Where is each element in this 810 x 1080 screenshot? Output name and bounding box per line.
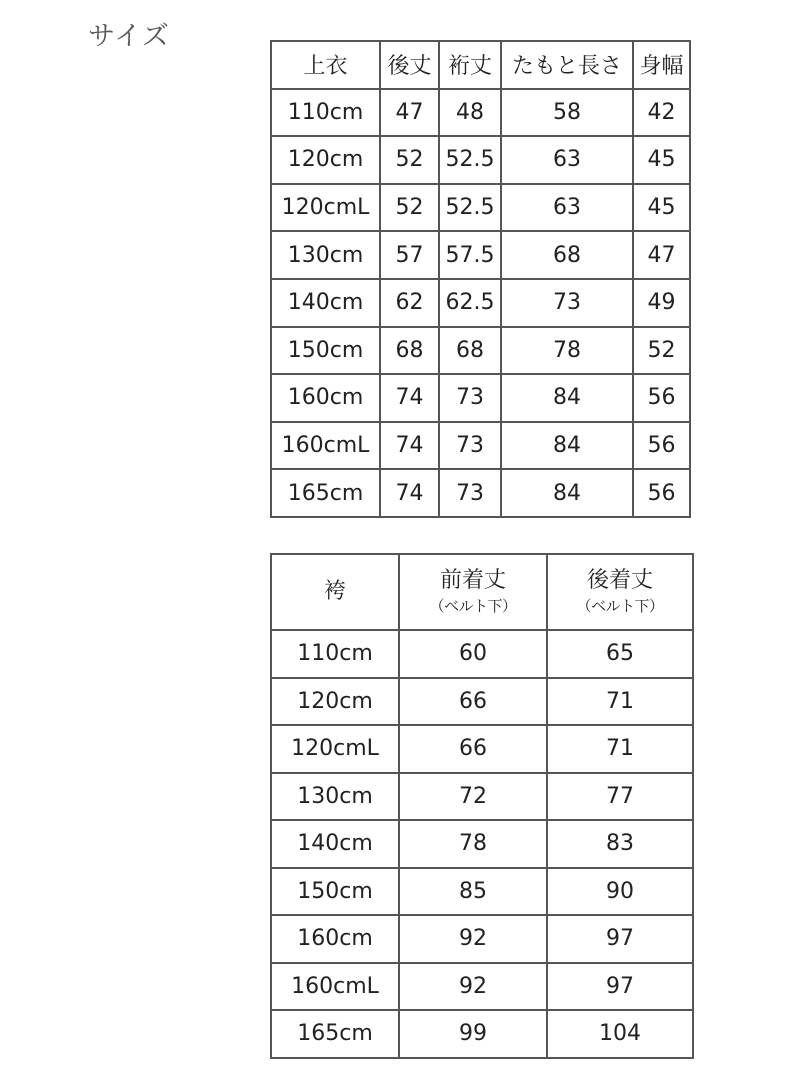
value-cell: 47 [633,231,690,279]
value-cell: 52 [380,184,439,232]
size-cell: 150cm [271,868,399,916]
table-row [271,279,690,327]
value-cell: 45 [633,184,690,232]
value-cell: 65 [547,630,693,678]
header-cell [399,554,547,630]
value-cell: 62 [380,279,439,327]
value-cell: 56 [633,422,690,470]
value-cell: 66 [399,725,547,773]
value-cell: 60 [399,630,547,678]
size-cell: 140cm [271,279,380,327]
header-cell: たもと長さ [501,41,633,89]
value-cell: 92 [399,963,547,1011]
table-row [271,136,690,184]
table-header-row [271,554,693,630]
hakama-size-table [270,553,694,1059]
table-row [271,422,690,470]
value-cell: 90 [547,868,693,916]
table-row [271,725,693,773]
value-cell: 57.5 [439,231,501,279]
header-cell: 後丈 [380,41,439,89]
value-cell: 84 [501,422,633,470]
header-cell: 上衣 [271,41,380,89]
value-cell: 73 [439,469,501,517]
size-cell: 165cm [271,1010,399,1058]
value-cell: 71 [547,725,693,773]
value-cell: 62.5 [439,279,501,327]
value-cell: 47 [380,89,439,137]
value-cell: 68 [501,231,633,279]
value-cell: 56 [633,374,690,422]
value-cell: 73 [439,374,501,422]
value-cell: 71 [547,678,693,726]
value-cell: 74 [380,374,439,422]
value-cell: 58 [501,89,633,137]
size-cell: 120cmL [271,184,380,232]
table-row [271,820,693,868]
header-cell [271,554,399,630]
value-cell: 49 [633,279,690,327]
value-cell: 92 [399,915,547,963]
value-cell: 78 [399,820,547,868]
value-cell: 52 [380,136,439,184]
value-cell: 57 [380,231,439,279]
size-cell: 140cm [271,820,399,868]
value-cell: 74 [380,422,439,470]
value-cell: 74 [380,469,439,517]
table-row [271,327,690,375]
header-sublabel: （ベルト下） [576,597,664,615]
value-cell: 99 [399,1010,547,1058]
header-label: 袴 [323,579,346,604]
table-row [271,630,693,678]
size-cell: 160cmL [271,422,380,470]
page-heading: サイズ [88,21,170,52]
value-cell: 97 [547,963,693,1011]
value-cell: 42 [633,89,690,137]
value-cell: 78 [501,327,633,375]
table-row [271,773,693,821]
jacket-size-table [270,40,691,518]
value-cell: 56 [633,469,690,517]
header-cell [547,554,693,630]
size-cell: 130cm [271,773,399,821]
size-cell: 160cm [271,374,380,422]
table-row [271,184,690,232]
value-cell: 52 [633,327,690,375]
size-cell: 120cm [271,678,399,726]
table-row [271,1010,693,1058]
header-label: 後着丈 [586,568,653,593]
table-row [271,374,690,422]
header-sublabel: （ベルト下） [429,597,517,615]
value-cell: 77 [547,773,693,821]
value-cell: 66 [399,678,547,726]
size-cell: 165cm [271,469,380,517]
value-cell: 83 [547,820,693,868]
table-row [271,963,693,1011]
header-cell: 身幅 [633,41,690,89]
size-cell: 120cmL [271,725,399,773]
value-cell: 68 [380,327,439,375]
table-row [271,469,690,517]
value-cell: 73 [501,279,633,327]
size-cell: 160cm [271,915,399,963]
value-cell: 72 [399,773,547,821]
size-cell: 130cm [271,231,380,279]
table-row [271,915,693,963]
value-cell: 73 [439,422,501,470]
value-cell: 104 [547,1010,693,1058]
value-cell: 63 [501,136,633,184]
table-row [271,231,690,279]
value-cell: 84 [501,469,633,517]
value-cell: 45 [633,136,690,184]
size-cell: 150cm [271,327,380,375]
value-cell: 68 [439,327,501,375]
value-cell: 97 [547,915,693,963]
value-cell: 48 [439,89,501,137]
size-cell: 110cm [271,89,380,137]
table-row [271,89,690,137]
table-header-row [271,41,690,89]
value-cell: 52.5 [439,136,501,184]
size-cell: 110cm [271,630,399,678]
value-cell: 52.5 [439,184,501,232]
size-cell: 160cmL [271,963,399,1011]
value-cell: 63 [501,184,633,232]
table-row [271,868,693,916]
value-cell: 85 [399,868,547,916]
value-cell: 84 [501,374,633,422]
header-cell: 裄丈 [439,41,501,89]
table-row [271,678,693,726]
size-cell: 120cm [271,136,380,184]
header-label: 前着丈 [439,568,506,593]
